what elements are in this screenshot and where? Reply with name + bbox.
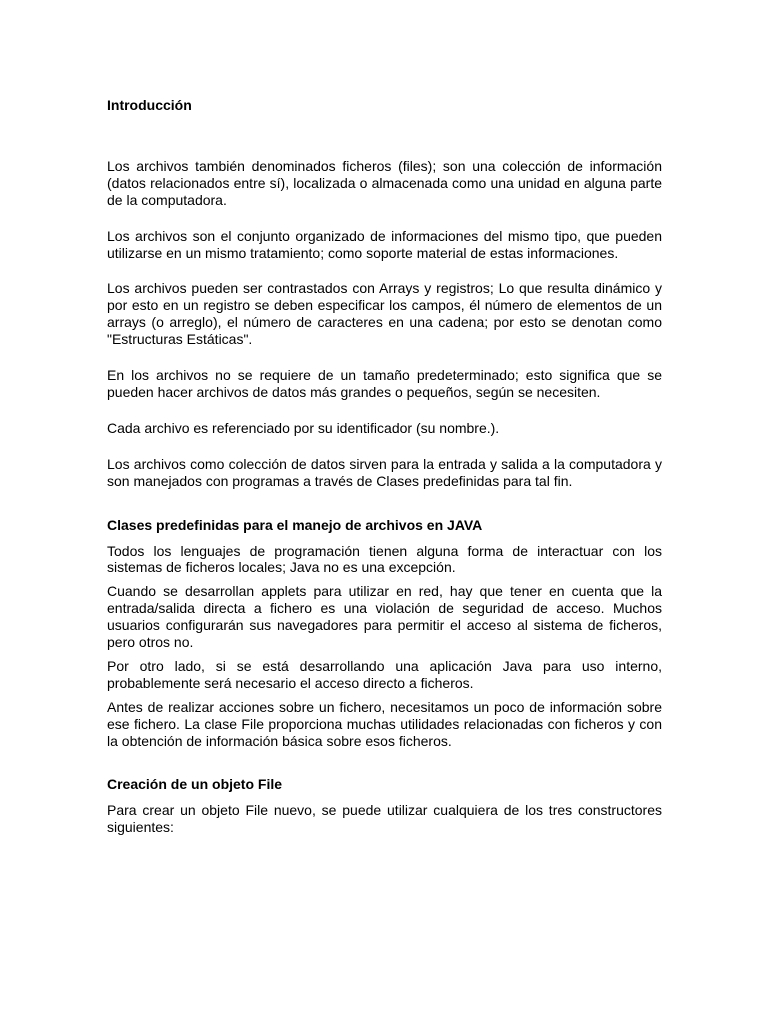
paragraph: Cada archivo es referenciado por su identificador (su nombre.). xyxy=(107,419,500,436)
paragraph: Cuando se desarrollan applets para utilizar en red, hay que tener en cuenta que la entrada/salida directa a fichero es una violación de seguridad de acceso. Muchos usuarios configurarán sus navegadores para permitir el acceso al sistema de ficheros, pero otros no. xyxy=(107,583,662,651)
paragraph: Los archivos pueden ser contrastados con Arrays y registros; Lo que resulta dinámico y por esto en un registro se deben especificar los campos, él número de elementos de un arrays (o arreglo), el número de caracteres en una cadena; por esto se denotan como "Estructuras Estáticas". xyxy=(107,280,662,348)
paragraph: Los archivos son el conjunto organizado de informaciones del mismo tipo, que pueden utilizarse en un mismo tratamiento; como soporte material de estas informaciones. xyxy=(107,227,662,261)
section-heading-introduccion: Introducción xyxy=(107,97,192,113)
section-heading-objeto-file: Creación de un objeto File xyxy=(107,776,283,793)
paragraph: En los archivos no se requiere de un tamaño predeterminado; esto significa que se pueden hacer archivos de datos más grandes o pequeños, según se necesiten. xyxy=(107,367,662,400)
paragraph: Para crear un objeto File nuevo, se puede utilizar cualquiera de los tres constructores siguientes: xyxy=(107,802,662,836)
paragraph: Los archivos como colección de datos sirven para la entrada y salida a la computadora y son manejados con programas a través de Clases predefinidas para tal fin. xyxy=(107,455,662,489)
paragraph: Antes de realizar acciones sobre un fichero, necesitamos un poco de información sobre ese fichero. La clase File proporciona muchas utilidades relacionadas con ficheros y con la obtención de información básica sobre esos ficheros. xyxy=(107,698,662,749)
document-page xyxy=(107,97,662,836)
paragraph: Todos los lenguajes de programación tienen alguna forma de interactuar con los sistemas de ficheros locales; Java no es una excepción. xyxy=(107,542,662,576)
paragraph: Los archivos también denominados ficheros (files); son una colección de información (datos relacionados entre sí), localizada o almacenada como una unidad en alguna parte de la computadora. xyxy=(107,157,662,208)
paragraph: Por otro lado, si se está desarrollando una aplicación Java para uso interno, probablemente será necesario el acceso directo a ficheros. xyxy=(107,657,662,691)
section-heading-clases-java: Clases predefinidas para el manejo de archivos en JAVA xyxy=(107,516,483,533)
